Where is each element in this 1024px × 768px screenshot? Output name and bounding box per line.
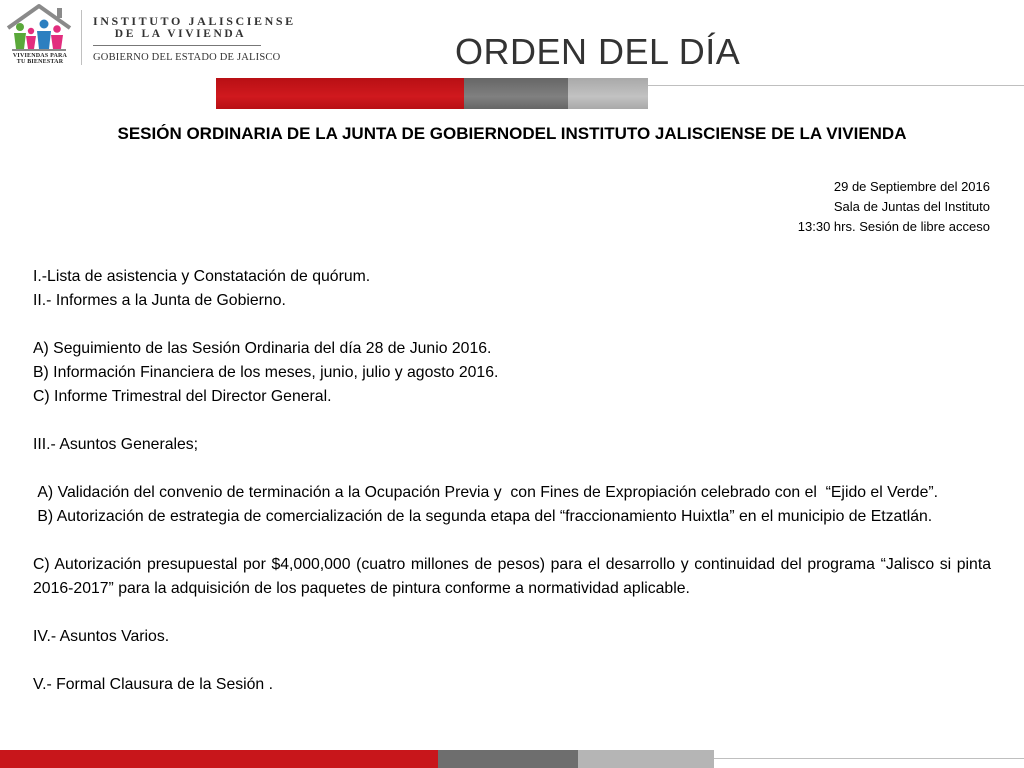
agenda-item: III.- Asuntos Generales; [33, 436, 199, 453]
session-date: 29 de Septiembre del 2016 [833, 179, 990, 194]
institute-name-line2: DE LA VIVIENDA [114, 28, 247, 40]
session-time: 13:30 hrs. Sesión de libre acceso [797, 219, 990, 234]
agenda-subitem: B) Autorización de estrategia de comercialización de la segunda etapa del “fraccionamiento Huixtla” en el municipio de Etzatlán. [33, 508, 933, 525]
header-divider [81, 10, 82, 65]
agenda-spacer [33, 409, 991, 433]
footer-rule [714, 758, 1024, 759]
footer-band-light-gray [578, 750, 714, 768]
session-heading: SESIÓN ORDINARIA DE LA JUNTA DE GOBIERNODEL INSTITUTO JALISCIENSE DE LA VIVIENDA [117, 124, 907, 143]
agenda-item: I.-Lista de asistencia y Constatación de quórum. [33, 268, 371, 285]
footer-band-dark-gray [438, 750, 578, 768]
header-band-red [216, 78, 464, 109]
agenda-item: V.- Formal Clausura de la Sesión . [33, 676, 273, 693]
agenda-item: IV.- Asuntos Varios. [33, 628, 170, 645]
house-family-icon [4, 2, 74, 52]
agenda-spacer [33, 601, 991, 625]
agenda-spacer [33, 457, 991, 481]
session-meta [798, 177, 990, 237]
logo-caption [10, 53, 70, 65]
agenda-subitem: A) Validación del convenio de terminación a la Ocupación Previa y con Fines de Expropiación celebrado con el “Ejido el Verde”. [33, 484, 939, 501]
page-title: ORDEN DEL DÍA [455, 31, 741, 72]
logo-caption-line2: TU BIENESTAR [16, 59, 64, 65]
institute-rule [93, 45, 261, 46]
agenda-subitem: B) Información Financiera de los meses, junio, julio y agosto 2016. [33, 364, 499, 381]
header-band-light-gray [568, 78, 648, 109]
agenda-subitem: C) Autorización presupuestal por $4,000,000 (cuatro millones de pesos) para el desarrollo y continuidad del programa “Jalisco si pinta 2016-2017” para la adquisición de los paquetes de pintura conforme a normatividad aplicable. [33, 556, 991, 597]
session-place: Sala de Juntas del Instituto [833, 199, 990, 214]
footer-band-red [0, 750, 438, 768]
institute-name-line1: INSTITUTO JALISCIENSE [93, 14, 296, 28]
agenda-subitem: C) Informe Trimestral del Director General. [33, 388, 332, 405]
agenda-item: II.- Informes a la Junta de Gobierno. [33, 292, 286, 309]
agenda-spacer [33, 529, 991, 553]
header-band-rule [648, 85, 1024, 86]
agenda-spacer [33, 649, 991, 673]
agenda [33, 265, 991, 697]
agenda-subitem: A) Seguimiento de las Sesión Ordinaria del día 28 de Junio 2016. [33, 340, 492, 357]
logo-caption-line1: VIVIENDAS PARA [12, 53, 68, 59]
agenda-spacer [33, 313, 991, 337]
government-name: GOBIERNO DEL ESTADO DE JALISCO [93, 52, 281, 63]
header-band-dark-gray [464, 78, 568, 109]
institute-logo [4, 2, 74, 68]
